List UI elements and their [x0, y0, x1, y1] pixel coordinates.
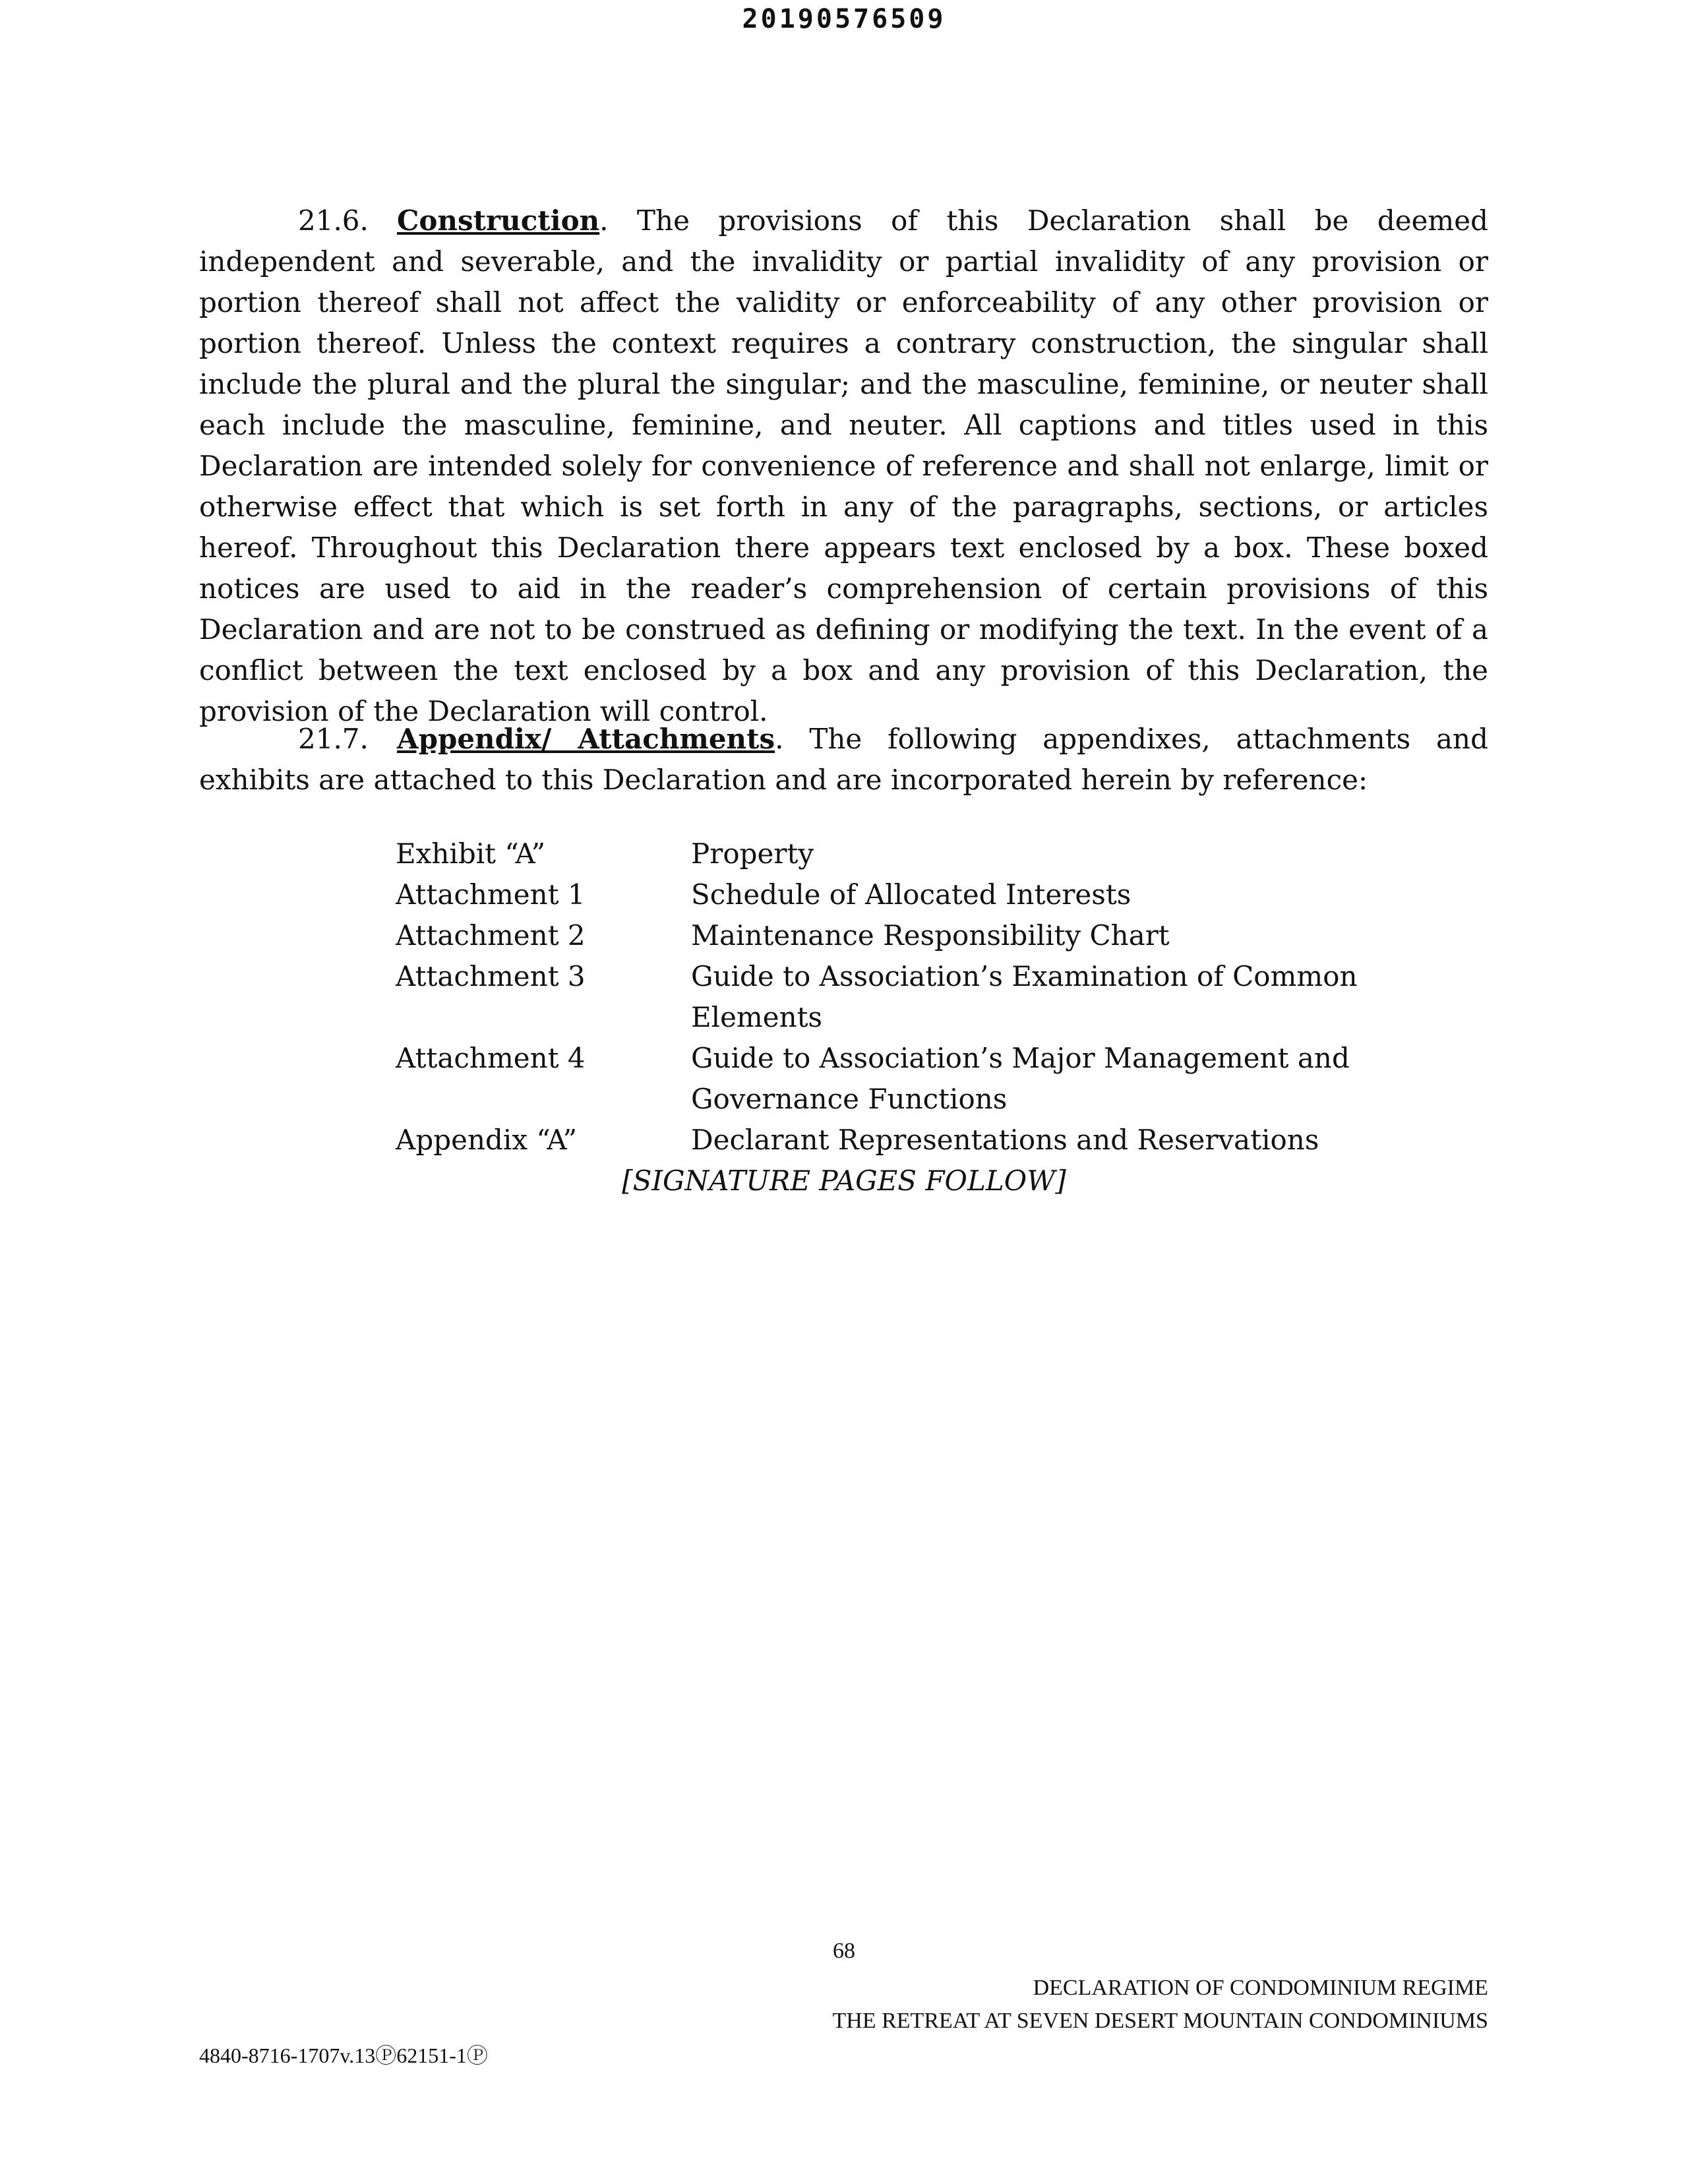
attachment-description: Guide to Association’s Major Management and Governance Functions [691, 1042, 1350, 1115]
section-text: . The following appendixes, attachments and exhibits are attached to this Declaration and are incorporated herein by reference: [199, 723, 1488, 796]
section-text: . The provisions of this Declaration shall be deemed independent and severable, and the invalidity or partial invalidity of any provision or portion thereof shall not affect the validity or enforceability of any other provision or portion thereof. Unless the context requires a contrary construction, the singular shall include the plural and the plural the singular; and the masculine, feminine, or neuter shall each include the masculine, feminine, and neuter. All captions and titles used in this Declaration are intended solely for convenience of reference and shall not enlarge, limit or otherwise effect that which is set forth in any of the paragraphs, sections, or articles hereof. Throughout this Declaration there appears text enclosed by a box. These boxed notices are used to aid in the reader’s comprehension of certain provisions of this Declaration and are not to be construed as defining or modifying the text. In the event of a conflict between the text enclosed by a box and any provision of this Declaration, the provision of the Declaration will control. [199, 204, 1488, 727]
section-21-6 [199, 200, 1488, 732]
list-item [396, 956, 1490, 1038]
attachment-label: Appendix “A” [396, 1124, 578, 1156]
section-number: 21.7. [298, 723, 369, 755]
list-item [396, 915, 1490, 956]
section-21-7 [199, 719, 1488, 801]
signature-pages-note: [SIGNATURE PAGES FOLLOW] [622, 1165, 1066, 1197]
section-heading: Appendix/ Attachments [397, 723, 775, 755]
attachment-description: Guide to Association’s Examination of Common Elements [691, 960, 1358, 1033]
section-number: 21.6. [298, 204, 369, 237]
footer-title-line-1: DECLARATION OF CONDOMINIUM REGIME [1033, 1976, 1488, 2000]
section-heading: Construction [397, 204, 600, 237]
footer-title-line-2: THE RETREAT AT SEVEN DESERT MOUNTAIN CONDOMINIUMS [832, 2009, 1488, 2033]
attachment-description: Property [691, 837, 814, 870]
footer-title [833, 1972, 1488, 2038]
list-item [396, 834, 1490, 874]
list-item [396, 1120, 1490, 1161]
page-number: 68 [833, 1939, 855, 1963]
attachment-description: Maintenance Responsibility Chart [691, 919, 1170, 952]
section-paragraph [199, 200, 1488, 732]
attachment-label: Attachment 1 [396, 878, 586, 911]
attachment-description: Schedule of Allocated Interests [691, 878, 1131, 911]
list-item [396, 1038, 1490, 1120]
list-item [396, 874, 1490, 915]
attachment-label: Attachment 4 [396, 1042, 586, 1074]
attachment-label: Attachment 3 [396, 960, 586, 992]
recording-number: 20190576509 [742, 4, 946, 34]
attachments-list [396, 834, 1490, 1161]
attachment-label: Exhibit “A” [396, 837, 546, 870]
section-paragraph [199, 719, 1488, 801]
document-id: 4840-8716-1707v.13Ⓟ62151-1Ⓟ [199, 2044, 488, 2067]
attachment-label: Attachment 2 [396, 919, 586, 952]
attachment-description: Declarant Representations and Reservations [691, 1124, 1319, 1156]
